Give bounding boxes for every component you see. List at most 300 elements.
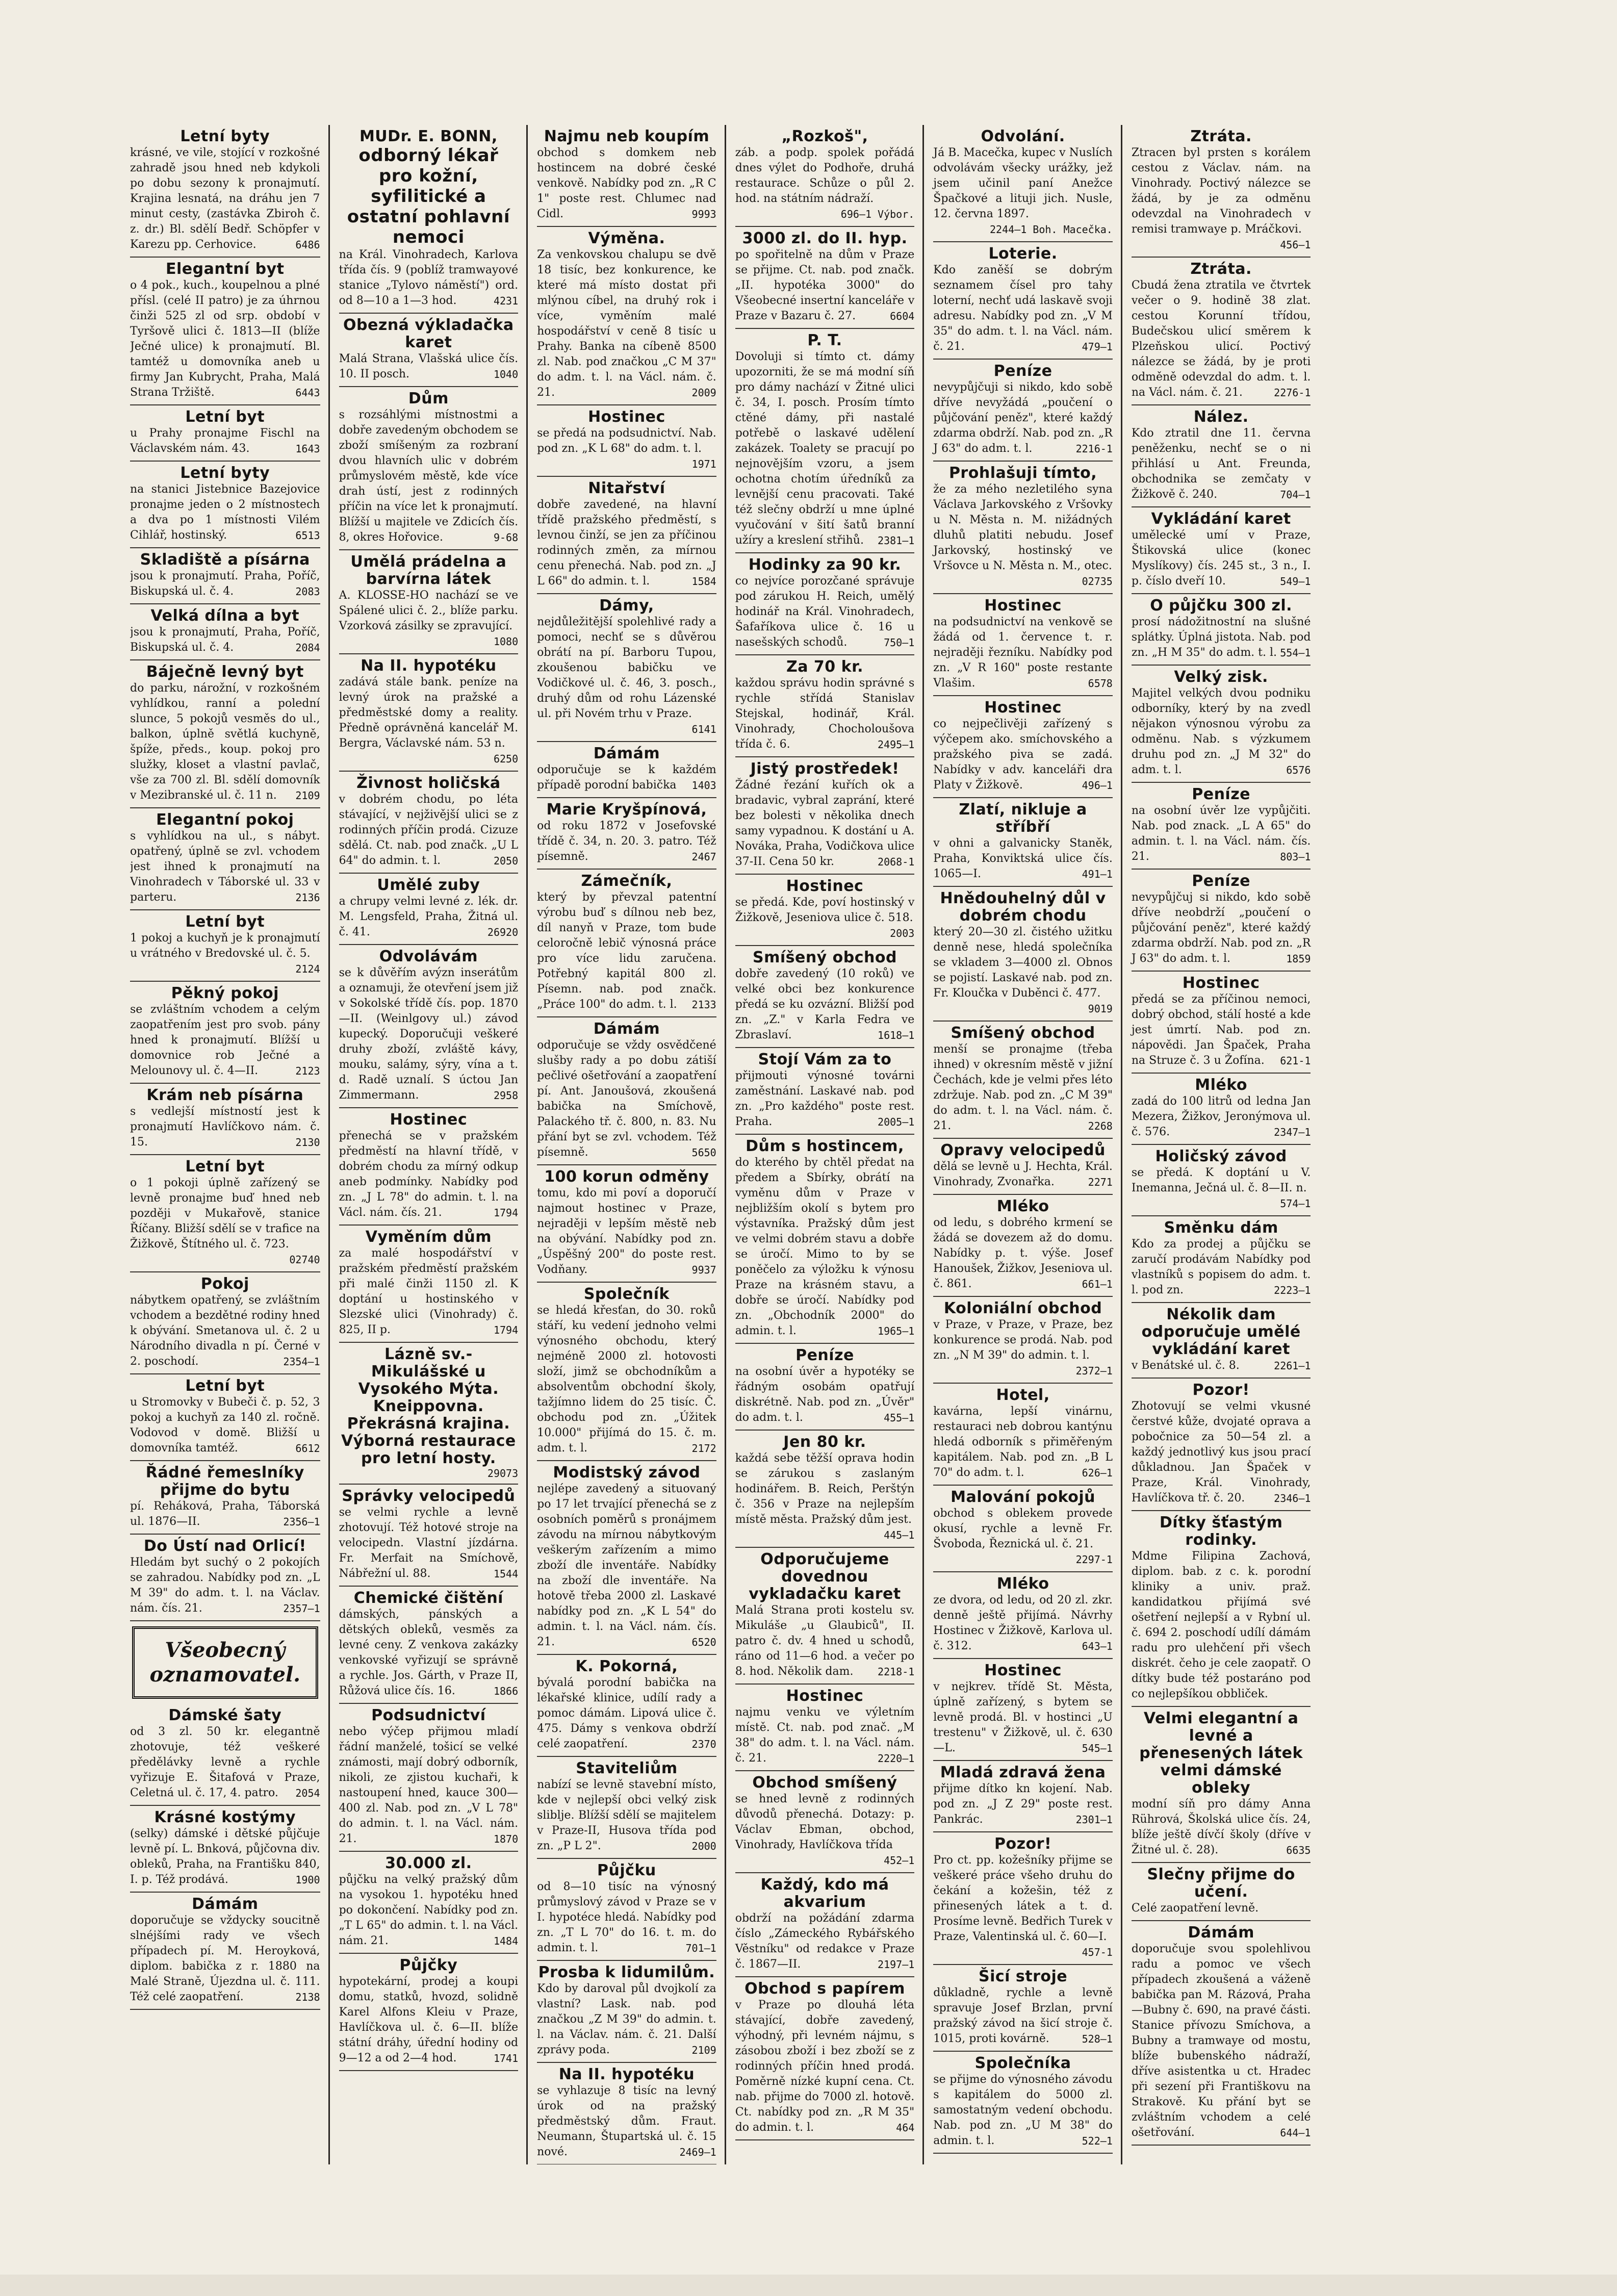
classified-ad xyxy=(735,1344,915,1431)
ad-reference-number: 661—1 xyxy=(1082,1278,1113,1290)
ad-headline: Elegantní byt xyxy=(166,260,285,278)
ad-reference-number: 9019 xyxy=(1088,1003,1113,1015)
classified-ad xyxy=(130,1374,320,1461)
ad-body-text: po spořitelně na dům v Praze se přijme. Ct. nab. pod značk. „II. hypotéka 3000" do Všeobecné insertní kanceláře v Praze v Bazaru č. 27. xyxy=(735,248,915,322)
classified-ad xyxy=(1132,1863,1311,1921)
ad-headline: Hostinec xyxy=(984,597,1062,615)
ad-body xyxy=(933,380,1113,456)
ad-headline: Koloniální obchod xyxy=(943,1299,1102,1317)
ad-reference-number: 644—1 xyxy=(1280,2127,1311,2139)
ad-headline: Hostinec xyxy=(786,1687,864,1705)
classified-ad xyxy=(130,405,320,462)
classified-ad xyxy=(537,870,716,1017)
ad-body xyxy=(339,1872,519,1949)
ad-body-text: nejdůležitější spolehlivé rady a pomoci, nechť se s důvěrou obrátí na pí. Barboru Tupou, zkoušenou babičku ve Vodičkové ul. č. 46, 3. posch., druhý dům od rohu Lázenské ul. při Novém trhu v Praze. xyxy=(537,616,716,720)
ad-body xyxy=(130,1555,320,1616)
classified-ad xyxy=(130,660,320,808)
classified-ads-grid xyxy=(130,125,1517,2164)
ad-body-text: Mdme Filipina Zachová, diplom. bab. z c. k. porodní kliniky a univ. praž. kandidatkou přijímá své ošetření nejlepší a v Rybní ul. č. 694 2. poschodí udílí dámám radu pro ulehčení při všech diskrét. čeho je cele zaopatř. O dítky bude též postaráno pod co nejlepšíkou obbliček. xyxy=(1131,1550,1311,1700)
ad-reference-number: 1643 xyxy=(295,443,320,455)
ad-headline: Mladá zdravá žena xyxy=(940,1764,1106,1781)
ad-body-text: na stanici Jistebnice Bazejovice pronajme jeden o 2 místnostech a dva po 1 místnosti Vilém Cihlář, hostinský. xyxy=(130,483,320,542)
classified-ad xyxy=(1132,1145,1311,1216)
ad-reference-number: 2009 xyxy=(691,387,716,399)
ad-headline: Dámám xyxy=(593,745,660,762)
ad-reference-number: 2133 xyxy=(691,999,716,1011)
classified-ad xyxy=(339,1343,519,1485)
ad-body-text: nebo výčep přijmou mladí řádní manželé, tošicí se velké známosti, mají dobrý odborník, nikoli, ze zjistou kuchaři, k nastoupení hned, kauce 300—400 zl. Nab. pod zn. „V L 78" do admin. t. l. na Václ. nám. 21. xyxy=(339,1725,519,1845)
ad-body-text: dobře zavedené, na hlavní třídě pražského předměstí, s levnou činží, se jen za příčinou rodinných změn, za mírnou cenu přenechá. Nab. pod zn. „J L 66" do admin. t. l. xyxy=(537,498,716,588)
classified-ad xyxy=(735,329,915,553)
ad-reference-number: 2297-1 xyxy=(1075,1553,1113,1566)
ad-reference-number: 2220—1 xyxy=(878,1752,915,1765)
ad-body xyxy=(1132,1901,1311,1916)
ad-headline: Malování pokojů xyxy=(951,1488,1095,1506)
classified-ad xyxy=(735,655,915,757)
classified-ad xyxy=(735,1431,915,1548)
classified-ad xyxy=(537,798,716,870)
ad-body-text: záb. a podp. spolek pořádá dnes výlet do Podhoře, druhá restaurace. Schůze o půl 2. hod. na státním nádraží. xyxy=(735,146,915,205)
ad-body xyxy=(130,1293,320,1369)
classified-ad xyxy=(1132,1379,1311,1511)
ad-body-text: na osobní úvěr a hypotéky se řádným osobám opatřují diskrétně. Nab. pod zn. „Úvěr" do adm. t. l. xyxy=(735,1365,915,1424)
ad-body-text: Majitel velkých dvou podniku odborníky, který by na zvedl nějakon výnosnou výrobu za odměnu. Nab. s výzkumem druhu pod zn. „J M 32" do adm. t. l. xyxy=(1131,687,1311,776)
ad-reference-number: 2003 xyxy=(890,927,915,939)
column-1 xyxy=(130,125,328,2164)
ad-body-text: v Praze, v Praze, v Praze, bez konkurence se prodá. Nab. pod zn. „N M 39" do admin. t. l. xyxy=(933,1318,1113,1362)
ad-body-text: Zhotovují se velmi vkusné čerstvé kůže, dvojaté oprava a pobočnice za 50—54 zl. a každý jednotlivý kus jsou prací důkladnou. Jan Špaček v Praze, Král. Vinohrady, Havlíčkova tř. č. 20. xyxy=(1131,1400,1311,1504)
ad-body-text: se přijme do výnosného závodu s kapitálem do 5000 zl. samostatným vedení obchodu. Nab. pod zn. „U M 38" do admin. t. l. xyxy=(933,2073,1113,2147)
ad-body-text: každá sebe těžší oprava hodin se zárukou s zaslaným hodinářem. B. Reich, Perštýn č. 356 v Praze na nejlepším místě města. Pražský dům jest. xyxy=(735,1452,915,1526)
ad-headline: Společníka xyxy=(974,2054,1071,2072)
ad-body-text: jsou k pronajmutí, Praha, Poříč, Biskupská ul. č. 4. xyxy=(130,626,320,654)
ad-body-text: se předá. Kde, poví hostinský v Žižkově, Jeseniova ulice č. 518. xyxy=(735,896,915,924)
ad-reference-number: 1484 xyxy=(493,1935,519,1947)
ad-body xyxy=(339,407,519,545)
page-bottom-margin xyxy=(0,2275,1617,2296)
ad-body xyxy=(933,925,1113,1016)
ad-reference-number: 1080 xyxy=(493,635,519,648)
classified-ad xyxy=(537,1461,716,1655)
ad-headline: Umělá prádelna a barvírna látek xyxy=(350,553,507,588)
ad-headline: Mléko xyxy=(1195,1076,1247,1094)
classified-ad xyxy=(933,798,1113,887)
ad-body xyxy=(1132,145,1311,252)
classified-ad xyxy=(130,1806,320,1893)
ad-headline: Najmu neb koupím xyxy=(544,127,710,145)
ad-reference-number: 2372—1 xyxy=(1075,1365,1113,1377)
ad-body-text: krásné, ve vile, stojící v rozkošné zahradě jsou hned neb kdykoli po dobu sezony k pronajmutí. Krajina lesnatá, na dráhu jen 7 minut cesty, (zastávka Zbiroh č. z. dr.) Bl. sdělí Bedř. Schöpfer v Karezu pp. Cerhovice. xyxy=(130,146,320,251)
ad-body xyxy=(735,1603,915,1679)
ad-body-text: se hned levně z rodinných důvodů přenechá. Dotazy: p. Václav Ebman, obchod, Vinohrady, Havlíčkova třída xyxy=(735,1793,915,1851)
ad-reference-number: 574—1 xyxy=(1280,1197,1311,1210)
classified-ad xyxy=(735,1685,915,1771)
ad-body xyxy=(933,145,1113,237)
ad-body xyxy=(339,351,519,382)
ad-body-text: se vyhlazuje 8 tisíc na levný úrok od na pražský předměstský dům. Fraut. Neumann, Štupartská ul. č. 15 nové. xyxy=(537,2084,716,2158)
ad-body xyxy=(1132,528,1311,589)
ad-body xyxy=(537,1186,716,1278)
classified-ad xyxy=(1132,258,1311,405)
ad-body-text: Za venkovskou chalupu se dvě 18 tisíc, bez konkurence, ke které má místo dostat při mlýnou cíbel, na druhý rok i více, vyměním malé hospodářství v ceně 8 tisíc u Prahy. Banka na cíbeně 8500 zl. Nab. pod značkou „C M 37" do adm. t. l. na Václ. nám. č. 21. xyxy=(537,248,716,399)
ad-body-text: v nejkrev. třídě St. Města, úplně zařízený, s bytem se levně prodá. Bl. v hostinci „U trestenu" v Žižkově, ul. č. 630—L. xyxy=(933,1680,1113,1754)
ad-reference-number: 6578 xyxy=(1088,677,1113,690)
ad-headline: Živnost holičská xyxy=(356,774,501,792)
ad-body xyxy=(933,1404,1113,1481)
ad-headline: Pozor! xyxy=(1192,1381,1250,1399)
ad-body-text: nejlépe zavedený a situovaný po 17 let trvající přenechá se z osobních poměrů s pronájmem závodu na mírnou nábytkovým veškerým zařízením a mimo zboží dle inventáře. Nabídky na zboží dle inventáře. Na hotově třeba 2000 zl. Laskavé nabídky pod zn. „K L 54" do admin. t. l. na Václ. nám. čís. 21. xyxy=(537,1483,716,1648)
ad-reference-number: 2197—1 xyxy=(878,1958,915,1971)
classified-ad xyxy=(933,594,1113,696)
ad-body xyxy=(933,1781,1113,1827)
classified-ad xyxy=(933,1486,1113,1572)
ad-body-text: se předá na podsudnictví. Nab. pod zn. „K L 68" do adm. t. l. xyxy=(537,427,716,455)
ad-headline: Na II. hypotéku xyxy=(558,2065,695,2083)
ad-headline: Směnku dám xyxy=(1164,1219,1278,1237)
ad-headline: Mléko xyxy=(996,1575,1049,1593)
ad-body xyxy=(933,836,1113,882)
ad-body xyxy=(933,1159,1113,1190)
classified-ad xyxy=(339,1704,519,1852)
ad-body xyxy=(1132,803,1311,864)
ad-reference-number: 522—1 xyxy=(1082,2135,1113,2147)
ad-headline: Obchod smíšený xyxy=(752,1774,897,1792)
ad-headline: Peníze xyxy=(993,362,1053,380)
ad-headline: Dámám xyxy=(1188,1924,1254,1942)
ad-reference-number: 2354—1 xyxy=(283,1356,320,1368)
ad-headline: Hostinec xyxy=(588,408,665,426)
classified-ad xyxy=(537,1017,716,1165)
ad-body-text: najmu venku ve výletním místě. Ct. nab. pod znač. „M 38" do adm. t. l. na Václ. nám. č. 21. xyxy=(735,1706,915,1765)
ad-body-text: doporučuje svou spolehlivou radu a pomoc ve všech případech zkoušená a váženě babička pan M. Rázová, Praha—Bubny č. 690, na pravé části. Stanice přívozu Smíchova, a Bubny a tramwaye od mostu, blíže bubenského nádraží, dříve asistentka u ct. Hradec při sezení při Františkovu na Strakově. Ku přání byt se zvláštním vchodem a celé ošetřování. xyxy=(1131,1943,1311,2139)
ad-headline: P. T. xyxy=(807,331,842,349)
classified-ad xyxy=(933,242,1113,360)
ad-body-text: na Král. Vinohradech, Karlova třída čís. 9 (poblíž tramwayové stanice „Tylovo náměstí") ord. od 8—10 a 1—3 hod. xyxy=(339,248,519,307)
ad-body xyxy=(735,1792,915,1868)
ad-headline: K. Pokorná, xyxy=(575,1657,678,1675)
ad-body-text: odporučuje se k každém případě porodní babička xyxy=(537,763,716,792)
classified-ad xyxy=(537,1165,716,1283)
ad-reference-number: 1859 xyxy=(1286,953,1311,965)
ad-headline: Chemické čištění xyxy=(353,1589,503,1607)
ad-body-text: doporučuje se vždycky soucitně slnéjšími rady ve všech případech pí. M. Heroyková, diplom. babička z r. 1880 na Malé Straně, Újezdna ul. č. 111. Též celé zaopatření. xyxy=(130,1914,320,2003)
ad-body xyxy=(933,1593,1113,1654)
ad-body-text: se zvláštním vchodem a celým zaopatřením jest pro svob. pány hned k pronajmutí. Blížší u domovnice rob Ječné a Melounovy ul. č. 4—II. xyxy=(130,1003,320,1077)
ad-headline: Velká dílna a byt xyxy=(150,607,300,625)
ad-headline: Hostinec xyxy=(984,1662,1062,1679)
ad-reference-number: 2469—1 xyxy=(679,2146,716,2158)
ad-headline: 3000 zl. do II. hyp. xyxy=(742,229,908,247)
ad-body-text: důkladně, rychle a levně spravuje Josef Brzlan, první pražský závod na šicí stroje č. 1015, proti kovárně. xyxy=(933,1986,1113,2045)
ad-body xyxy=(933,1985,1113,2047)
classified-ad xyxy=(933,1139,1113,1195)
ad-headline: Slečny přijme do učení. xyxy=(1147,1866,1295,1901)
ad-headline: Letní byt xyxy=(185,1377,265,1395)
ad-body xyxy=(537,762,716,793)
ad-reference-number: 9937 xyxy=(691,1264,716,1276)
ad-reference-number: 1866 xyxy=(493,1685,519,1697)
ad-reference-number: 1794 xyxy=(493,1207,519,1219)
ad-body-text: přijmouti výnosné továrni zaměstnání. Laskavé nab. pod zn. „Pro každého" poste rest. Praha. xyxy=(735,1069,915,1128)
ad-headline: Dům s hostincem, xyxy=(746,1137,904,1155)
ad-reference-number: 554—1 xyxy=(1280,647,1311,659)
ad-reference-number: 2083 xyxy=(295,585,320,598)
ad-headline: Nález. xyxy=(1193,408,1249,426)
ad-headline: Pozor! xyxy=(994,1835,1052,1853)
ad-body-text: obdrží na požádání zdarma číslo „Zámeckého Rybářského Věstníku" od redakce v Praze č. 1867—II. xyxy=(735,1912,915,1971)
ad-body-text: s vyhlídkou na ul., s nábyt. opatřený, úplně se zvl. vchodem jest ihned k pronajmutí na Vinohradech v Táborské ul. 33 v parteru. xyxy=(130,830,320,904)
classified-ad xyxy=(933,360,1113,462)
ad-reference-number: 26920 xyxy=(487,926,519,938)
ad-body-text: s vedlejší místností jest k pronajmutí Havlíčkovo nám. č. 15. xyxy=(130,1105,320,1149)
ad-reference-number: 1900 xyxy=(295,1874,320,1886)
ad-body-text: Pro ct. pp. kožešníky přijme se veškeré práce všeho druhu do čekání a kožešin, též z přinesených látek a t. d. Prosíme levně. Bedřich Turek v Praze, Valentinská ul. č. 60—I. xyxy=(933,1854,1113,1943)
ad-body-text: za malé hospodářství v pražském předměstí pražském při malé činži 1150 zl. K doptání u hostinského v Slezské ulici (Vinohrady) č. 825, II p. xyxy=(339,1247,519,1336)
ad-reference-number: 6513 xyxy=(295,529,320,542)
ad-headline: Krám neb písárna xyxy=(146,1086,304,1104)
classified-ad xyxy=(339,1852,519,1954)
ad-headline: Dítky šťastým rodinky. xyxy=(1159,1514,1283,1549)
ad-reference-number: 701—1 xyxy=(685,1942,716,1954)
ad-body-text: který by převzal patentní výrobu buď s dílnou neb bez, díl nanyň v Praze, tom bude celoročně lebič výnosná práce pro více lidu zaručena. Potřebný kapitál 800 zl. Písemn. nab. pod značk. „Práce 100" do adm. t. l. xyxy=(537,891,716,1011)
classified-ad xyxy=(130,125,320,258)
ad-headline: Jistý prostředek! xyxy=(750,760,900,778)
classified-ad xyxy=(1132,783,1311,870)
ad-body xyxy=(1132,426,1311,502)
ad-body-text: Malá Strana proti kostelu sv. Mikuláše „u Glaubiců", II. patro č. dv. 4 hned u schodů, ráno od 11—6 hod. a večer po 8. hod. Několik dam. xyxy=(735,1604,915,1678)
ad-headline: Společník xyxy=(583,1285,670,1303)
classified-ad xyxy=(130,604,320,660)
ad-headline: Hotel, xyxy=(996,1386,1050,1404)
ad-headline: Obchod s papírem xyxy=(745,1980,905,1998)
ad-headline: Odporučujeme dovednou vykladačku karet xyxy=(749,1550,901,1603)
ad-reference-number: 6576 xyxy=(1286,764,1311,776)
classified-ad xyxy=(933,887,1113,1022)
ad-headline: Letní byty xyxy=(180,464,270,482)
ad-reference-number: 750—1 xyxy=(884,636,915,649)
ad-headline: 100 korun odměny xyxy=(544,1168,709,1186)
ad-headline: Prosba k lidumilům. xyxy=(538,1963,715,1981)
ad-body xyxy=(130,426,320,456)
ad-body-text: obchod s oblekem provede okusí, rychle a levně Fr. Švoboda, Řeznická ul. č. 21. xyxy=(933,1507,1113,1550)
ad-body-text: tomu, kdo mi poví a doporučí najmout hostinec v Praze, nejraději v lepším městě neb na obývání. Nabídky pod zn. „Úspěšný 200" do poste rest. Vodňany. xyxy=(537,1187,716,1276)
ad-body xyxy=(933,1679,1113,1756)
ad-body-text: v Benátské ul. č. 8. xyxy=(1131,1359,1240,1372)
ad-body xyxy=(1132,278,1311,400)
ad-body xyxy=(130,1913,320,2005)
ad-body-text: v dobrém chodu, po léta stávající, v nejživější ulici se z rodinných příčin prodá. Cizuze sdělá. Ct. nab. pod značk. „U L 64" do admin. t. l. xyxy=(339,793,519,867)
ad-body-text: obchod s domkem neb hostincem na dobré české venkově. Nabídky pod zn. „R C 1" poste rest. Chlumec nad Cidl. xyxy=(537,146,716,220)
classified-ad xyxy=(339,945,519,1108)
ad-reference-number: 464 xyxy=(896,2122,915,2134)
classified-ad xyxy=(933,1384,1113,1486)
section-title-box: Všeobecný oznamovatel. xyxy=(132,1626,318,1699)
ad-headline: Řádné řemeslníky přijme do bytu xyxy=(145,1464,304,1499)
ad-body-text: prosí nádožitnostní na slušné splátky. Úplná jistota. Nab. pod zn. „H M 35" do adm. t. l. xyxy=(1131,616,1311,659)
column-2 xyxy=(328,125,527,2164)
ad-body xyxy=(339,1505,519,1581)
ad-body xyxy=(537,1777,716,1854)
ad-body xyxy=(130,278,320,400)
ad-body-text: nabízí se levně stavební místo, kde v nejlepší obci velký zisk sliblje. Blížší sdělí se majitelem v Praze-II, Husova třída pod zn. „P L 2". xyxy=(537,1778,716,1852)
ad-body xyxy=(537,145,716,222)
ad-reference-number: 9993 xyxy=(691,208,716,220)
ad-body-text: Kdo by daroval půl dvojkolí za vlastní? Lask. nab. pod značkou „Z M 39" do admin. t. l. na Václav. nám. č. 21. Další zprávy poda. xyxy=(537,1982,716,2056)
ad-body-text: od 3 zl. 50 kr. elegantně zhotovuje, též veškeré předělávky levně a rychle vyřizuje E. Šitafová v Praze, Celetná ul. č. 17, 4. patro. xyxy=(130,1725,320,1799)
classified-ad xyxy=(339,772,519,874)
ad-body-text: Dovoluji si tímto ct. dámy upozorniti, že se má modní síň pro dámy nachází v Žitné ulici č. 34, I. posch. Prosím tímto ctěné dámy, při nastalé potřebě o laskavé udělení zakázek. Toalety se pracují po nejnovějším vzoru, a jsem ochotna chotím úředníků za levnější cenu pracovati. Také též slečny obdrží u mne úplné vyučování v šití šatů branní užíry a kreslení střihů. xyxy=(735,350,915,547)
classified-ad xyxy=(933,2052,1113,2154)
classified-ad xyxy=(130,1535,320,1621)
ad-headline: Modistský závod xyxy=(553,1464,701,1482)
classified-ad xyxy=(1132,1216,1311,1303)
ad-reference-number: 696—1 Výbor. xyxy=(840,208,915,220)
ad-reference-number: 1741 xyxy=(493,2052,519,2064)
ad-body xyxy=(933,1506,1113,1567)
ad-body xyxy=(130,1826,320,1887)
ad-body-text: v Praze po dlouhá léta stávající, dobře zavedený, výhodný, při levném nájmu, s zásobou zboží i bez zboží se z rodinných příčin hned prodá. Poměrně nízké kupní cena. Ct. nab. přijme do 7000 zl. hotově. Ct. nabídky pod zn. „R M 35" do admin. t. l. xyxy=(735,1999,915,2134)
classified-ad xyxy=(339,1108,519,1226)
ad-body xyxy=(130,1499,320,1529)
ad-headline: Dámám xyxy=(593,1020,660,1038)
ad-reference-number: 6604 xyxy=(890,310,915,322)
classified-ad xyxy=(735,1873,915,1977)
ad-headline: Šicí stroje xyxy=(978,1968,1068,1985)
ad-headline: Elegantní pokoj xyxy=(156,811,294,829)
ad-reference-number: 528—1 xyxy=(1082,2033,1113,2045)
classified-ad xyxy=(1132,507,1311,594)
ad-body xyxy=(130,1724,320,1801)
ad-body xyxy=(130,681,320,803)
ad-body-text: pí. Reháková, Praha, Táborská ul. 1876—II. xyxy=(130,1500,320,1528)
ad-body-text: na osobní úvěr lze vypůjčiti. Nab. pod znack. „L A 65" do admin. t. l. na Václ. nám. čís. 21. xyxy=(1131,804,1311,863)
classified-ad xyxy=(130,1704,320,1806)
classified-ad xyxy=(735,1548,915,1685)
ad-body xyxy=(1132,890,1311,966)
ad-reference-number: 1965—1 xyxy=(878,1325,915,1337)
ad-headline: O půjčku 300 zl. xyxy=(1150,597,1293,615)
ad-reference-number: 4231 xyxy=(493,295,519,307)
ad-body-text: na podsudnictví na venkově se žádá od 1. července t. r. nejraději řezníku. Nabídky pod zn. „V R 160" poste restante Vlašim. xyxy=(933,616,1113,690)
ad-reference-number: 6250 xyxy=(493,753,519,765)
ad-body xyxy=(1132,1797,1311,1858)
ad-reference-number: 9-68 xyxy=(493,531,519,544)
ad-headline: Hostinec xyxy=(390,1111,468,1129)
ad-body-text: u Stromovky v Bubeči č. p. 52, 3 pokoj a kuchyň za 140 zl. ročně. Vodovod v domě. Bližší u domovníka tamtéž. xyxy=(130,1396,320,1455)
ad-reference-number: 2050 xyxy=(493,855,519,867)
ad-reference-number: 6520 xyxy=(691,1636,716,1648)
ad-headline: Dámy, xyxy=(599,597,654,615)
ad-body-text: předá se za příčinou nemoci, dobrý obchod, stálí hosté a kde jest úmrtí. Nab. pod zn. nápovědi. Jan Špaček, Praha na Struze č. 3 u Žofína. xyxy=(1131,993,1311,1067)
ad-body xyxy=(339,588,519,649)
ad-reference-number: 704—1 xyxy=(1280,489,1311,501)
ad-reference-number: 02740 xyxy=(289,1254,320,1266)
classified-ad xyxy=(735,1048,915,1135)
ad-body-text: a chrupy velmi levné z. lék. dr. M. Lengsfeld, Praha, Žitná ul. č. 41. xyxy=(339,895,519,938)
ad-body-text: se velmi rychle a levně zhotovují. Též hotové stroje na velocipedn. Vlastní jízdárna. Fr. Merfait na Smíchově, Nábřežní ul. 88. xyxy=(339,1506,519,1580)
ad-reference-number: 2495—1 xyxy=(878,738,915,751)
ad-body-text: dělá se levně u J. Hechta, Král. Vinohrady, Zvonařka. xyxy=(933,1160,1113,1188)
classified-ad xyxy=(735,875,915,946)
ad-body xyxy=(735,895,915,941)
ad-reference-number: 2054 xyxy=(295,1787,320,1799)
ad-headline: Pěkný pokoj xyxy=(171,984,279,1002)
ad-reference-number: 2301—1 xyxy=(1075,1814,1113,1826)
ad-body-text: s rozsáhlými místnostmi a dobře zavedeným obchodem se zboží smíšeným za rozbraní dvou hlavních ulic v dobrém průmyslovém městě, kde více drah ústí, jest z rodinných příčin na více let k pronajmutí. Blížší u majitele ve Zdicích čís. 8, okres Hořovice. xyxy=(339,409,519,544)
classified-ad xyxy=(933,1965,1113,2052)
ad-headline: Velký zisk. xyxy=(1174,668,1268,686)
ad-body-text: zadá do 100 litrů od ledna Jan Mezera, Žižkov, Jeronýmova ul. č. 576. xyxy=(1131,1095,1311,1138)
ad-reference-number: 2261—1 xyxy=(1274,1360,1311,1372)
ad-body-text: o 4 pok., kuch., koupelnou a plné přísl. (celé II patro) je za úhrnou činži 525 zl od srp. období v Tyršově ulici č. 1813—II (blíže Ječné ulice) k pronajmutí. Bl. tamtéž u domovníka aneb u firmy Jan Kubrycht, Praha, Malá Strana Tržiště. xyxy=(130,279,320,399)
classified-ad xyxy=(735,757,915,875)
ad-body-text: Kdo ztratil dne 11. června peněženku, nechť se o ni přihlásí u Ant. Freunda, obchodnika se zemčaty v Žižkově č. 240. xyxy=(1131,427,1311,501)
ad-reference-number: 2356—1 xyxy=(283,1516,320,1528)
ad-body xyxy=(1132,1165,1311,1211)
classified-ad xyxy=(1132,666,1311,783)
ad-headline: Letní byt xyxy=(185,1158,265,1176)
classified-ad xyxy=(339,874,519,945)
classified-ad xyxy=(933,1022,1113,1139)
classified-ad xyxy=(339,1587,519,1704)
ad-headline: Loterie. xyxy=(988,245,1058,263)
ad-headline: Na II. hypotéku xyxy=(361,657,497,675)
ad-headline: Hostinec xyxy=(1182,974,1260,992)
ad-body-text: každou správu hodin správné s rychle střídá Stanislav Stejskal, hodinář, Král. Vinohrady, Chocholoušova třída č. 6. xyxy=(735,677,915,751)
ad-headline: Hostinec xyxy=(786,877,864,895)
ad-reference-number: 2357—1 xyxy=(283,1602,320,1615)
classified-ad xyxy=(735,125,915,227)
ad-body xyxy=(339,1129,519,1220)
ad-reference-number: 491—1 xyxy=(1082,868,1113,880)
ad-reference-number: 2381—1 xyxy=(878,534,915,547)
ad-body-text: se předá. K doptání u V. Inemanna, Ječná ul. č. 8—II. n. xyxy=(1131,1166,1311,1194)
ad-headline: MUDr. E. BONN, xyxy=(359,127,498,145)
classified-ad xyxy=(339,387,519,550)
ad-body xyxy=(130,1002,320,1079)
ad-reference-number: 2005—1 xyxy=(878,1116,915,1128)
ad-body xyxy=(1132,1237,1311,1298)
ad-reference-number: 2109 xyxy=(691,2044,716,2056)
ad-reference-number: 1971 xyxy=(691,458,716,470)
ad-body xyxy=(1132,1942,1311,2140)
classified-ad xyxy=(130,982,320,1084)
ad-body-text: od 8—10 tisíc na výnosný průmyslový závod v Praze se v I. hypotéce hledá. Nabídky pod zn. „T L 70" do 16. t. m. do admin. t. l. xyxy=(537,1880,716,1954)
ad-headline: Smíšený obchod xyxy=(752,949,897,966)
ad-headline: Obezná výkladačka karet xyxy=(343,316,514,351)
classified-ad xyxy=(1132,405,1311,507)
ad-body xyxy=(537,1675,716,1752)
classified-ad xyxy=(933,462,1113,594)
ad-headline: Staviteliům xyxy=(576,1759,678,1777)
ad-headline: Vykládání karet xyxy=(1151,510,1291,528)
ad-body xyxy=(933,1853,1113,1960)
ad-headline: Hodinky za 90 kr. xyxy=(748,556,902,574)
classified-ad xyxy=(537,227,716,405)
ad-body xyxy=(735,1068,915,1130)
ad-headline: Dámám xyxy=(192,1895,259,1913)
ad-reference-number: 2172 xyxy=(691,1442,716,1455)
ad-reference-number: 803—1 xyxy=(1280,851,1311,863)
ad-body xyxy=(933,482,1113,589)
ad-body-text: modní síň pro dámy Anna Rührová, Školská ulice čís. 24, blíže ještě dívčí školy (dříve v Žitné ul. č. 28). xyxy=(1131,1798,1311,1856)
ad-headline: Každý, kdo má akvarium xyxy=(760,1876,889,1911)
ad-headline: Letní byty xyxy=(180,127,270,145)
classified-ad xyxy=(130,1272,320,1374)
ad-body xyxy=(735,349,915,548)
classified-ad xyxy=(130,1084,320,1155)
ad-reference-number: 2346—1 xyxy=(1274,1492,1311,1504)
